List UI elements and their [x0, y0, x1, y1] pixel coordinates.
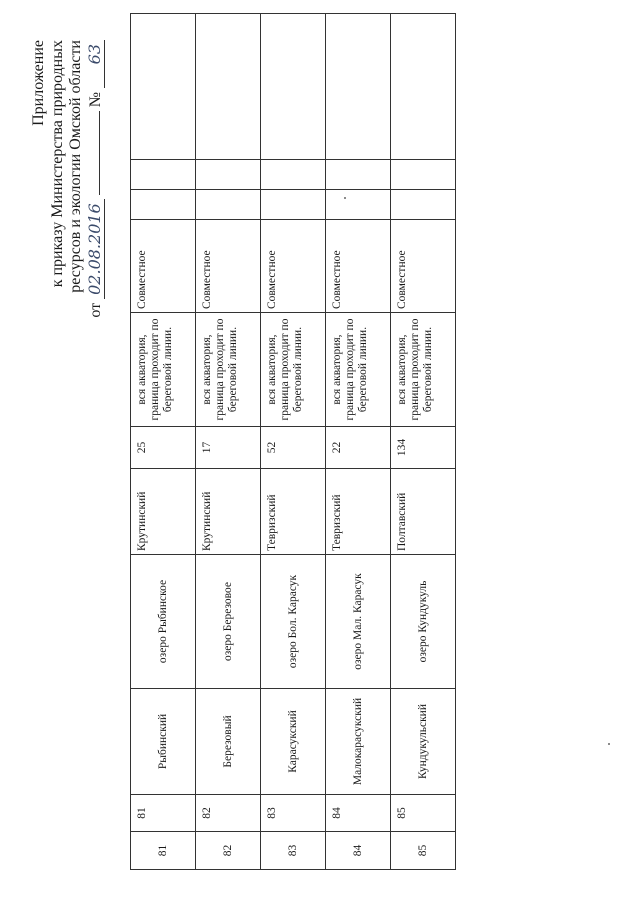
- row-number-cell: 85: [391, 832, 456, 870]
- site-name-cell: Березовый: [196, 689, 261, 795]
- empty-cell: [196, 14, 261, 160]
- area-cell: 52: [261, 427, 326, 469]
- usage-type-cell: Совместное: [196, 220, 261, 313]
- row-number-cell: 83: [261, 832, 326, 870]
- row-index-cell: 81: [131, 795, 196, 832]
- district-cell: Крутинский: [196, 469, 261, 555]
- table-row: [326, 14, 391, 870]
- appendix-header: [30, 40, 105, 400]
- empty-cell: [391, 14, 456, 160]
- row-number-cell: 82: [196, 832, 261, 870]
- empty-cell: [326, 14, 391, 160]
- water-bodies-table: [130, 13, 456, 870]
- blank-line: [99, 111, 100, 195]
- district-cell: Полтавский: [391, 469, 456, 555]
- usage-type-cell: Совместное: [261, 220, 326, 313]
- empty-cell: [326, 160, 391, 190]
- table-row: [131, 14, 196, 870]
- row-index-cell: 83: [261, 795, 326, 832]
- empty-cell: [261, 14, 326, 160]
- ministry-name: ресурсов и экологии Омской области: [67, 40, 84, 293]
- boundary-cell: вся акватория, граница проходит по береговой линии.: [196, 313, 261, 427]
- scan-speck: [344, 197, 346, 199]
- site-name-cell: Карасукский: [261, 689, 326, 795]
- empty-cell: [131, 160, 196, 190]
- empty-cell: [391, 160, 456, 190]
- order-number-handwritten: 63: [86, 40, 106, 88]
- area-cell: 17: [196, 427, 261, 469]
- row-index-cell: 82: [196, 795, 261, 832]
- appendix-title: Приложение: [30, 40, 47, 126]
- boundary-cell: вся акватория, граница проходит по береговой линии.: [261, 313, 326, 427]
- usage-type-cell: Совместное: [391, 220, 456, 313]
- empty-cell: [326, 190, 391, 220]
- water-body-cell: озеро Мал. Карасук: [326, 555, 391, 689]
- empty-cell: [131, 14, 196, 160]
- empty-cell: [196, 190, 261, 220]
- usage-type-cell: Совместное: [326, 220, 391, 313]
- row-index-cell: 84: [326, 795, 391, 832]
- site-name-cell: Малокарасукский: [326, 689, 391, 795]
- number-prefix: №: [86, 92, 104, 108]
- district-cell: Тевризский: [326, 469, 391, 555]
- row-number-cell: 84: [326, 832, 391, 870]
- site-name-cell: Рыбинский: [131, 689, 196, 795]
- table-row: [196, 14, 261, 870]
- order-date-handwritten: 02.08.2016: [86, 199, 106, 299]
- boundary-cell: вся акватория, граница проходит по береговой линии.: [326, 313, 391, 427]
- district-cell: Тевризский: [261, 469, 326, 555]
- water-body-cell: озеро Рыбинское: [131, 555, 196, 689]
- water-body-cell: озеро Бол. Карасук: [261, 555, 326, 689]
- boundary-cell: вся акватория, граница проходит по береговой линии.: [131, 313, 196, 427]
- boundary-cell: вся акватория, граница проходит по береговой линии.: [391, 313, 456, 427]
- empty-cell: [391, 190, 456, 220]
- site-name-cell: Кундукульский: [391, 689, 456, 795]
- table-row: [391, 14, 456, 870]
- water-body-cell: озеро Кундукуль: [391, 555, 456, 689]
- area-cell: 25: [131, 427, 196, 469]
- table-row: [261, 14, 326, 870]
- area-cell: 22: [326, 427, 391, 469]
- area-cell: 134: [391, 427, 456, 469]
- empty-cell: [261, 190, 326, 220]
- empty-cell: [131, 190, 196, 220]
- order-reference: к приказу Министерства природных: [48, 40, 66, 288]
- scan-speck: [608, 743, 610, 745]
- empty-cell: [261, 160, 326, 190]
- date-prefix: от: [86, 302, 104, 318]
- order-date-line: [86, 40, 106, 400]
- row-number-cell: 81: [131, 832, 196, 870]
- empty-cell: [196, 160, 261, 190]
- water-body-cell: озеро Березовое: [196, 555, 261, 689]
- usage-type-cell: Совместное: [131, 220, 196, 313]
- district-cell: Крутинский: [131, 469, 196, 555]
- row-index-cell: 85: [391, 795, 456, 832]
